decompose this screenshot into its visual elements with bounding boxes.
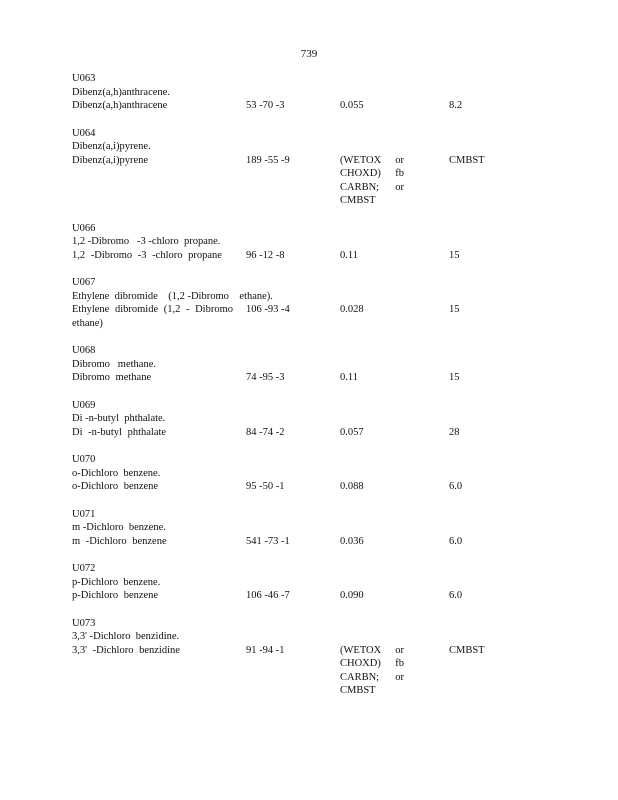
constituent-row — [72, 644, 572, 698]
wastewater-term: CHOXD) — [340, 168, 381, 179]
constituent-row — [72, 535, 572, 549]
waste-heading: Dibenz(a,i)pyrene. — [72, 141, 151, 152]
wastewater-conjunction: or — [395, 644, 404, 656]
wastewater-standard — [340, 644, 404, 698]
wastewater-standard-line — [340, 657, 404, 671]
wastewater-standard — [340, 303, 404, 317]
nonwastewater-standard: 28 — [449, 426, 460, 438]
waste-code-list — [72, 72, 572, 712]
waste-code: U068 — [72, 345, 96, 356]
wastewater-term: (WETOX — [340, 644, 382, 656]
wastewater-standard-line — [340, 167, 404, 181]
waste-code: U066 — [72, 222, 96, 234]
wastewater-standard — [340, 249, 404, 263]
waste-entry — [72, 453, 572, 494]
constituent-name: Ethylene dibromide (1,2 - Dibromo ethane) — [72, 304, 234, 329]
waste-heading: Dibenz(a,h)anthracene. — [72, 86, 170, 98]
cas-number: 95 -50 -1 — [246, 481, 285, 492]
wastewater-standard — [340, 535, 404, 549]
constituent-name: o-Dichloro benzene — [72, 481, 159, 492]
constituent-name: Dibenz(a,h)anthracene — [72, 100, 168, 111]
wastewater-term: (WETOX — [340, 154, 382, 166]
constituent-row — [72, 480, 572, 494]
wastewater-standard — [340, 480, 404, 494]
nonwastewater-standard: CMBST — [449, 154, 485, 166]
waste-entry — [72, 399, 572, 440]
waste-heading: Di -n-butyl phthalate. — [72, 413, 166, 424]
waste-heading: o-Dichloro benzene. — [72, 467, 161, 479]
wastewater-standard-line: 0.090 — [340, 590, 364, 601]
waste-entry — [72, 562, 572, 603]
constituent-row — [72, 589, 572, 603]
waste-heading: m -Dichloro benzene. — [72, 522, 166, 533]
waste-entry — [72, 508, 572, 549]
nonwastewater-standard: 6.0 — [449, 481, 463, 492]
wastewater-standard — [340, 99, 404, 113]
wastewater-standard-line: 0.055 — [340, 100, 364, 111]
wastewater-conjunction: or — [395, 671, 404, 683]
wastewater-standard-line: 0.036 — [340, 535, 364, 547]
waste-heading: 3,3' -Dichloro benzidine. — [72, 631, 180, 642]
constituent-row — [72, 99, 572, 113]
wastewater-standard — [340, 371, 404, 385]
cas-number: 91 -94 -1 — [246, 644, 285, 656]
nonwastewater-standard: 15 — [449, 372, 460, 383]
wastewater-standard — [340, 589, 404, 603]
waste-heading: Dibromo methane. — [72, 358, 156, 370]
constituent-row — [72, 303, 572, 330]
cas-number: 106 -93 -4 — [246, 304, 290, 315]
nonwastewater-standard: 15 — [449, 249, 460, 261]
cas-number: 541 -73 -1 — [246, 535, 290, 547]
wastewater-term: CARBN; — [340, 181, 380, 193]
constituent-row — [72, 426, 572, 440]
nonwastewater-standard: 6.0 — [449, 535, 463, 547]
waste-code: U064 — [72, 127, 96, 139]
wastewater-standard-line: 0.11 — [340, 249, 358, 261]
wastewater-conjunction: or — [395, 154, 404, 166]
wastewater-standard-line: 0.057 — [340, 426, 364, 438]
waste-entry — [72, 222, 572, 263]
cas-number: 96 -12 -8 — [246, 249, 285, 261]
constituent-name: m -Dichloro benzene — [72, 535, 167, 547]
constituent-name: Di -n-butyl phthalate — [72, 426, 167, 438]
cas-number: 74 -95 -3 — [246, 372, 285, 383]
waste-code: U067 — [72, 277, 96, 288]
page-number: 739 — [300, 48, 318, 60]
cas-number: 189 -55 -9 — [246, 154, 290, 166]
wastewater-standard-line: 0.11 — [340, 372, 358, 383]
waste-code: U069 — [72, 399, 96, 411]
constituent-name: 3,3' -Dichloro benzidine — [72, 644, 180, 656]
waste-entry — [72, 72, 572, 113]
waste-heading: 1,2 -Dibromo -3 -chloro propane. — [72, 236, 221, 247]
cas-number: 84 -74 -2 — [246, 426, 285, 438]
wastewater-standard — [340, 154, 404, 208]
waste-code: U063 — [72, 73, 96, 84]
waste-heading: Ethylene dibromide (1,2 -Dibromo ethane). — [72, 290, 273, 302]
waste-entry — [72, 276, 572, 330]
wastewater-conjunction: fb — [395, 168, 404, 179]
waste-code: U073 — [72, 617, 96, 629]
constituent-name: p-Dichloro benzene — [72, 590, 159, 601]
wastewater-standard-line: 0.028 — [340, 304, 364, 315]
wastewater-standard-line — [340, 671, 404, 685]
wastewater-conjunction: fb — [395, 658, 404, 669]
nonwastewater-standard: 15 — [449, 304, 460, 315]
constituent-name: 1,2 -Dibromo -3 -chloro propane — [72, 249, 222, 261]
constituent-row — [72, 249, 572, 263]
waste-code: U072 — [72, 563, 96, 574]
wastewater-standard — [340, 426, 404, 440]
wastewater-standard-line: 0.088 — [340, 481, 364, 492]
waste-code: U070 — [72, 454, 96, 465]
wastewater-conjunction: or — [395, 181, 404, 193]
waste-heading: p-Dichloro benzene. — [72, 576, 161, 588]
nonwastewater-standard: 6.0 — [449, 590, 463, 601]
wastewater-standard-line: CMBST — [340, 195, 376, 206]
constituent-name: Dibromo methane — [72, 372, 152, 383]
nonwastewater-standard: 8.2 — [449, 100, 463, 111]
waste-entry — [72, 344, 572, 385]
constituent-row — [72, 371, 572, 385]
cas-number: 106 -46 -7 — [246, 590, 290, 601]
wastewater-standard-line — [340, 154, 404, 168]
wastewater-standard-line — [340, 181, 404, 195]
waste-entry — [72, 127, 572, 208]
cas-number: 53 -70 -3 — [246, 100, 285, 111]
constituent-row — [72, 154, 572, 208]
wastewater-standard-line — [340, 644, 404, 658]
wastewater-term: CHOXD) — [340, 658, 381, 669]
constituent-name: Dibenz(a,i)pyrene — [72, 154, 149, 166]
waste-entry — [72, 617, 572, 698]
wastewater-standard-line: CMBST — [340, 685, 376, 696]
waste-code: U071 — [72, 508, 96, 520]
nonwastewater-standard: CMBST — [449, 644, 485, 656]
wastewater-term: CARBN; — [340, 671, 380, 683]
